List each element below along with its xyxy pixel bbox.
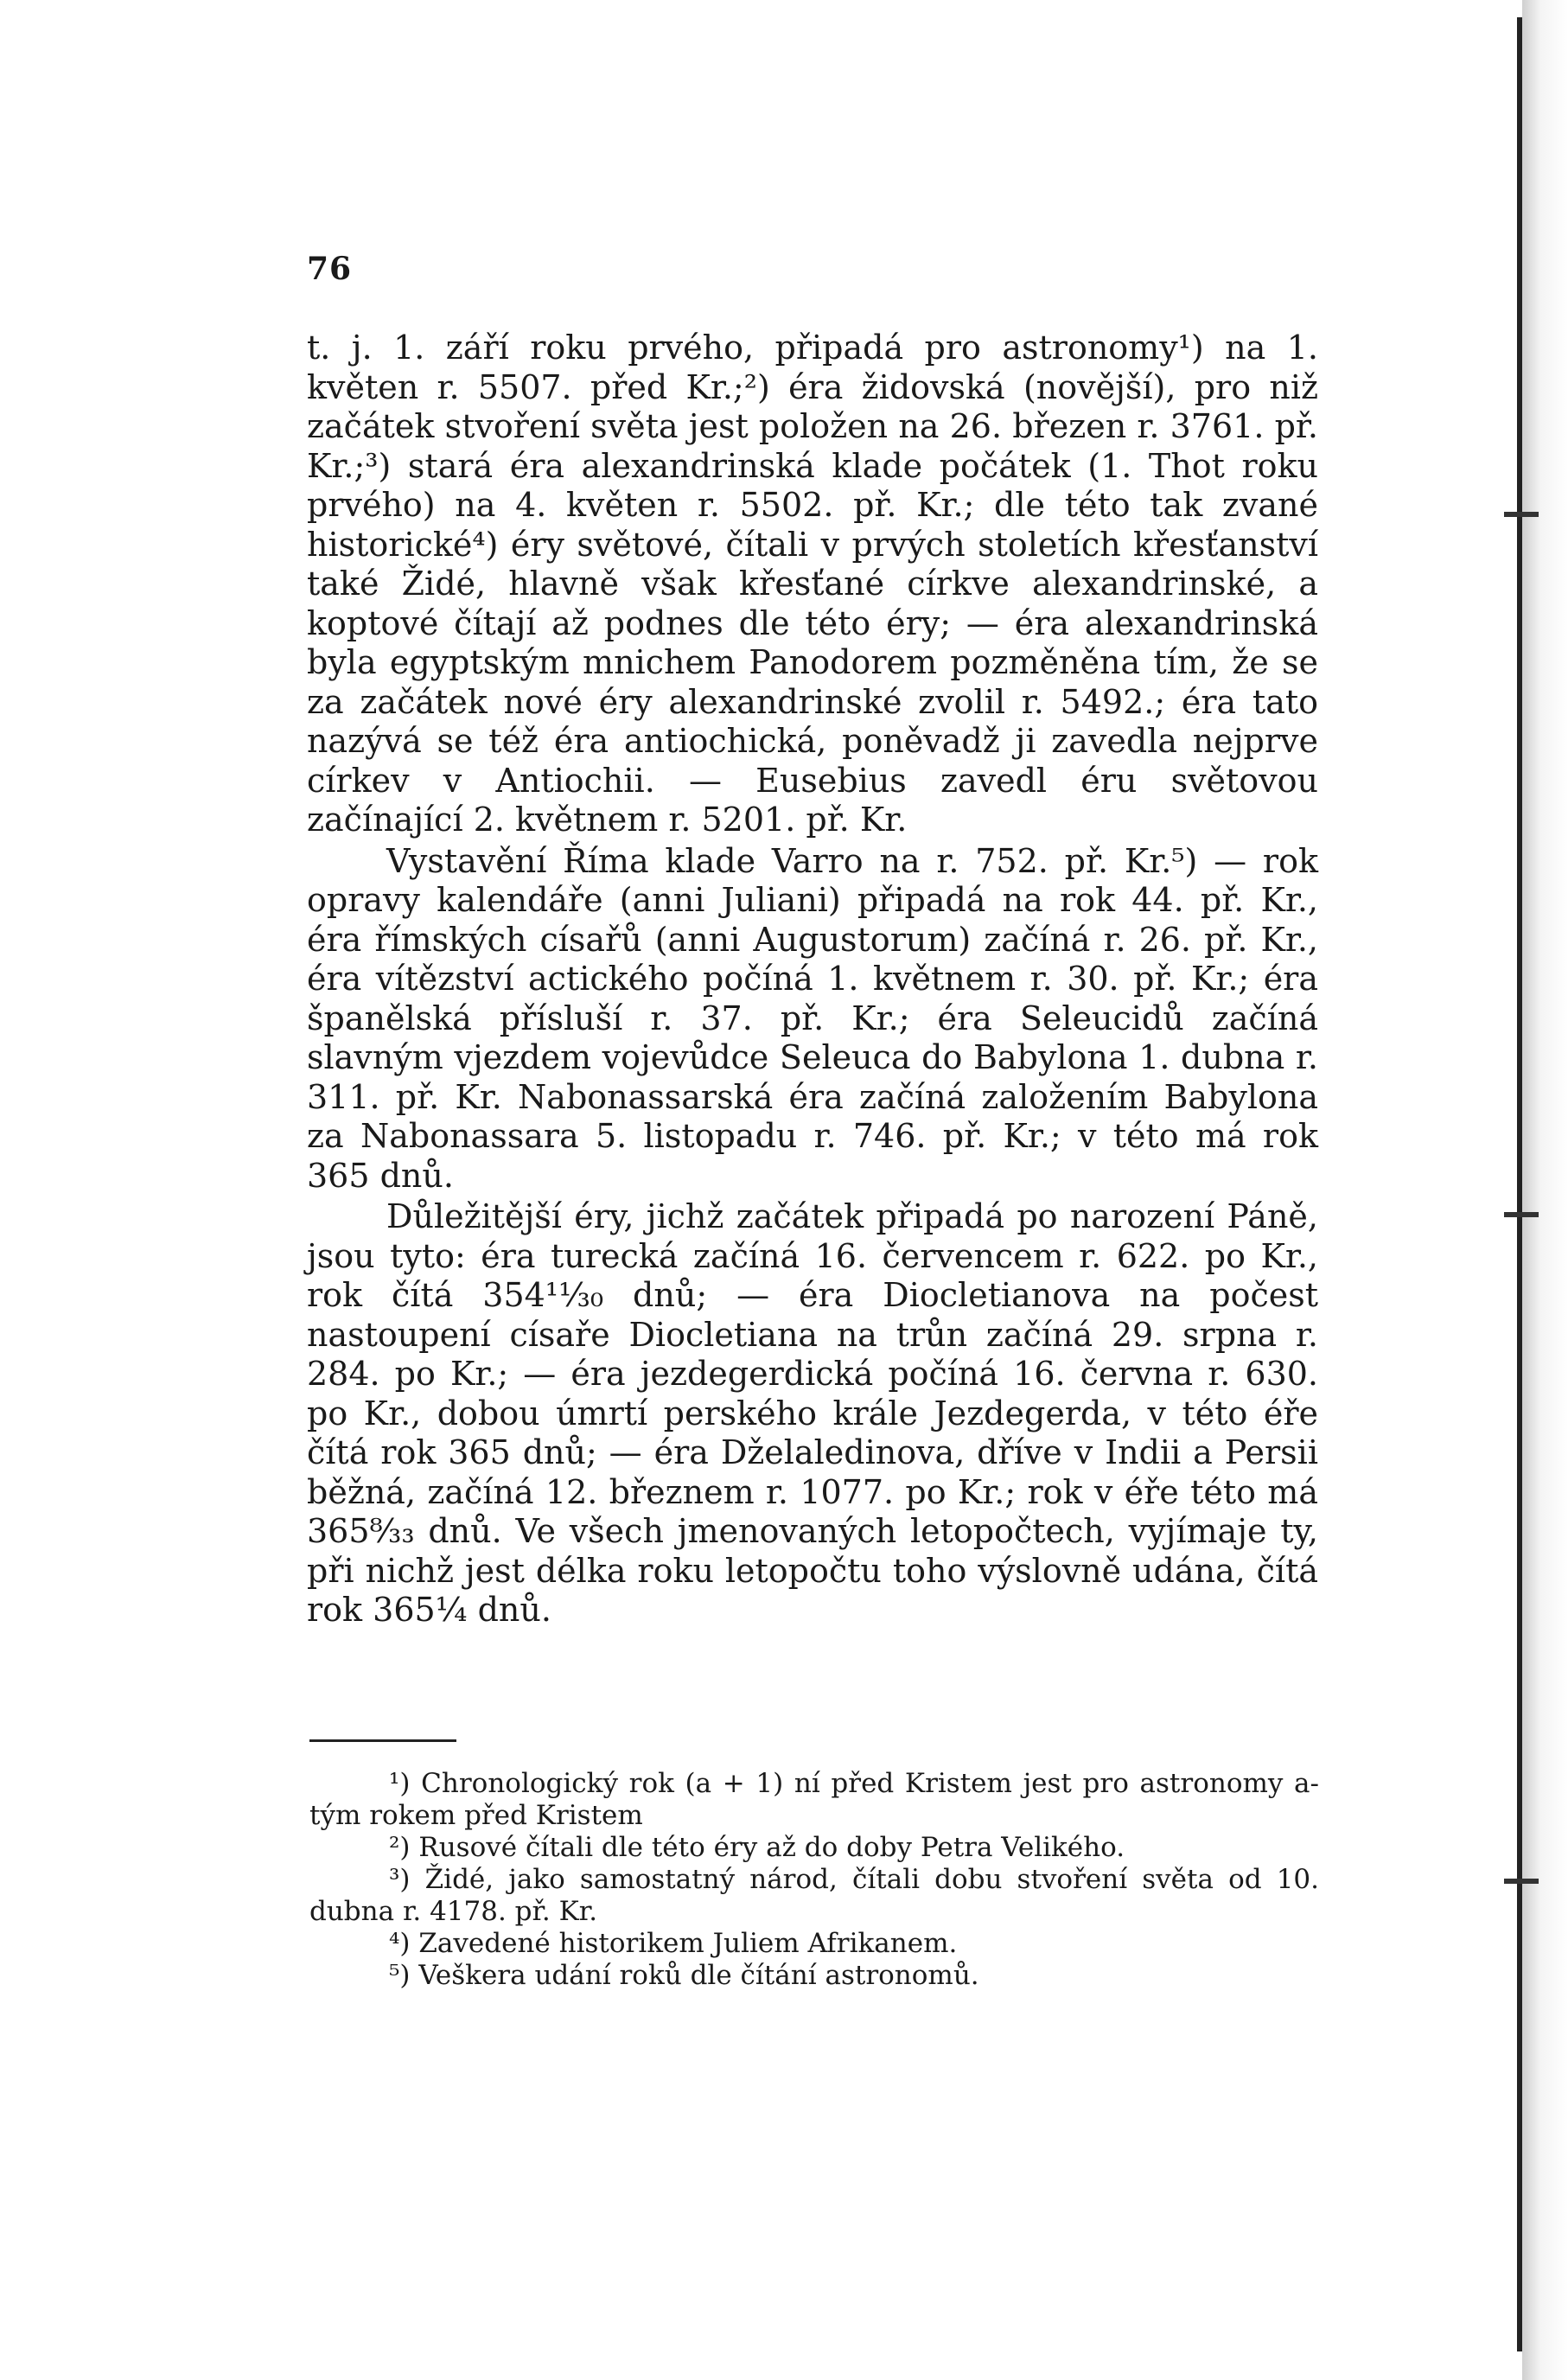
paragraph: Důležitější éry, jichž začátek připadá po narození Páně, jsou tyto: éra turecká začíná 16. červencem r. 622. po Kr., rok čítá 354¹¹⁄₃₀ dnů; — éra Diocletianova na počest nastoupení císaře Diocletiana na trůn začíná 29. srpna r. 284. po Kr.; — éra jezdegerdická počíná 16. června r. 630. po Kr., dobou úmrtí perského krále Jezdegerda, v této éře čítá rok 365 dnů; — éra Dželaledinova, dříve v Indii a Persii běžná, začíná 12. březnem r. 1077. po Kr.; rok v éře této má 365⁸⁄₃₃ dnů. Ve všech jmenovaných letopočtech, vyjímaje ty, při nichž jest délka roku letopočtu toho výslovně udána, čítá rok 365¼ dnů.	[307, 1197, 1318, 1629]
main-text	[307, 329, 1318, 1630]
footnote: ²) Rusové čítali dle této éry až do doby Petra Velikého.	[389, 1832, 1125, 1863]
footnote: ¹) Chronologický rok (a + 1) ní před Kristem jest pro astronomy a-tým rokem před Kristem	[309, 1768, 1319, 1831]
footnote-divider	[309, 1739, 456, 1742]
book-binding-shadow	[1522, 0, 1568, 2380]
paragraph: Vystavění Říma klade Varro na r. 752. př. Kr.⁵) — rok opravy kalendáře (anni Juliani) připadá na rok 44. př. Kr., éra římských císařů (anni Augustorum) začíná r. 26. př. Kr., éra vítězství actického počíná 1. květnem r. 30. př. Kr.; éra španělská přísluší r. 37. př. Kr.; éra Seleucidů začíná slavným vjezdem vojevůdce Seleuca do Babylona 1. dubna r. 311. př. Kr. Nabonassarská éra začíná založením Babylona za Nabonassara 5. listopadu r. 746. př. Kr.; v této má rok 365 dnů.	[307, 841, 1318, 1195]
binding-mark	[1504, 512, 1539, 517]
paragraph: t. j. 1. září roku prvého, připadá pro astronomy¹) na 1. květen r. 5507. před Kr.;²) éra židovská (novější), pro niž začátek stvoření světa jest položen na 26. březen r. 3761. př. Kr.;³) stará éra alexandrinská klade počátek (1. Thot roku prvého) na 4. květen r. 5502. př. Kr.; dle této tak zvané historické⁴) éry světové, čítali v prvých stoletích křesťanství také Židé, hlavně však křesťané církve alexandrinské, a koptové čítají až podnes dle této éry; — éra alexandrinská byla egyptským mnichem Panodorem pozměněna tím, že se za začátek nové éry alexandrinské zvolil r. 5492.; éra tato nazývá se též éra antiochická, poněvadž ji zavedla nejprve církev v Antiochii. — Eusebius zavedl éru světovou začínající 2. květnem r. 5201. př. Kr.	[307, 329, 1318, 839]
footnote: ⁴) Zavedené historikem Juliem Afrikanem.	[389, 1928, 958, 1959]
book-binding-edge	[1517, 17, 1522, 2351]
footnote: ⁵) Veškera udání roků dle čítání astronomů.	[389, 1960, 979, 1991]
footnotes	[309, 1768, 1319, 1992]
binding-mark	[1504, 1879, 1539, 1884]
footnote: ³) Židé, jako samostatný národ, čítali dobu stvoření světa od 10. dubna r. 4178. př. Kr.	[309, 1864, 1319, 1927]
binding-mark	[1504, 1212, 1539, 1217]
page-number: 76	[307, 251, 353, 287]
